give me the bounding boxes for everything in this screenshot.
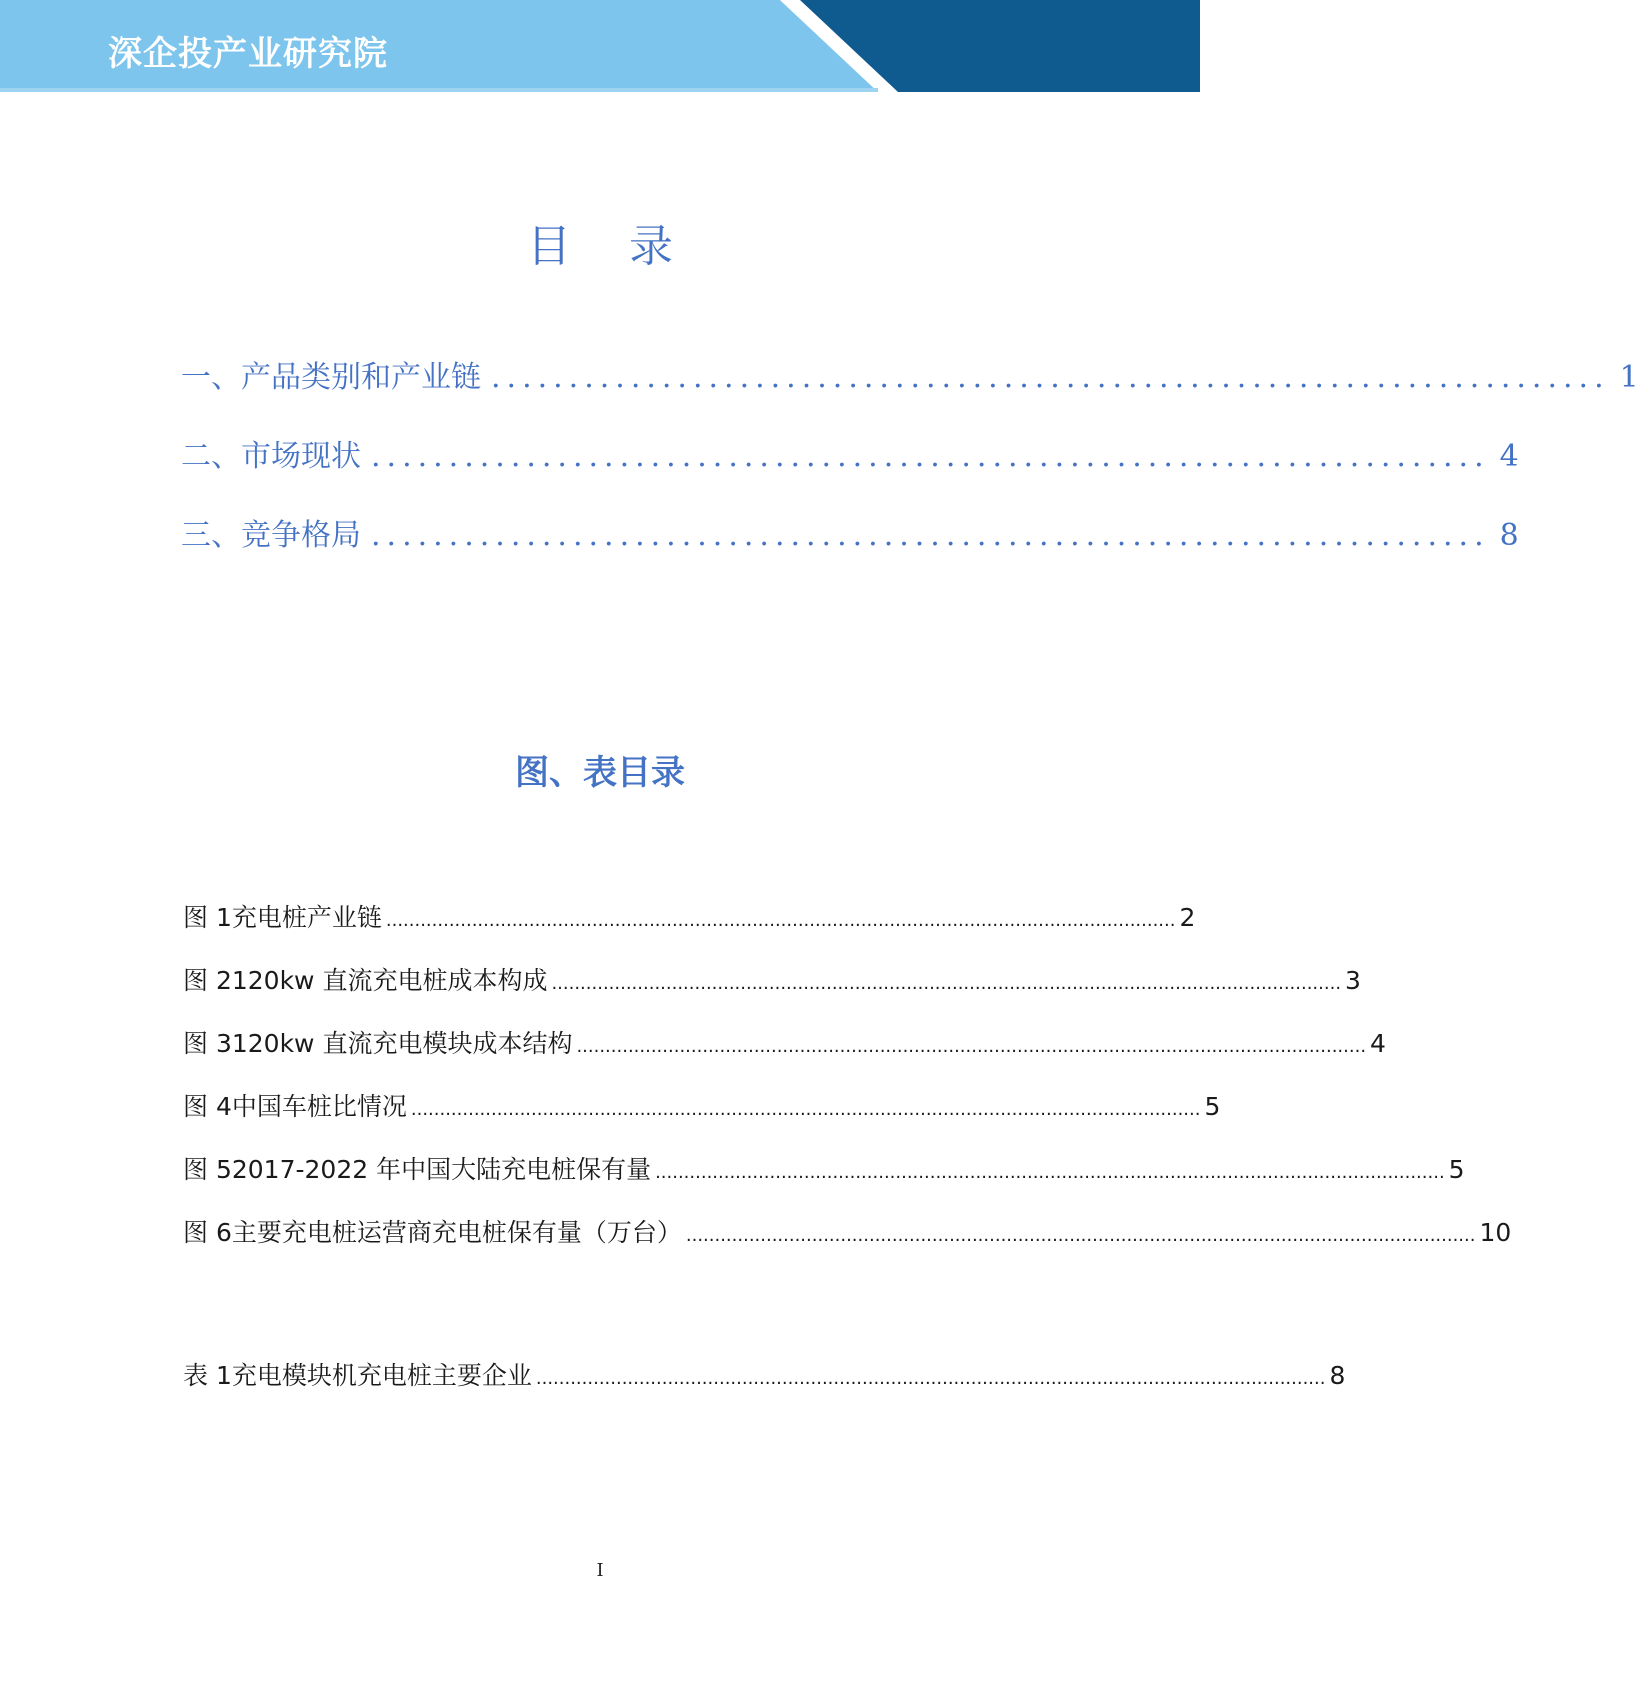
table-leader-dots: .......................................................................................................................................... — [535, 1368, 1326, 1389]
figure-leader-dots: .......................................................................................................................................... — [385, 910, 1176, 931]
page-header — [0, 0, 1200, 92]
figure-number: 图 2 — [183, 966, 232, 995]
figure-entry[interactable] — [183, 961, 1361, 1024]
toc-list — [181, 352, 1639, 589]
figure-entry[interactable] — [183, 1024, 1386, 1087]
toc-entry-page: 8 — [1499, 518, 1519, 553]
figure-leader-dots: .......................................................................................................................................... — [551, 973, 1342, 994]
table-entry[interactable] — [183, 1356, 1346, 1419]
figure-leader-dots: .......................................................................................................................................... — [655, 1162, 1445, 1183]
toc-leader-dots: ........................................................................ — [491, 360, 1610, 395]
figure-page: 3 — [1345, 966, 1361, 995]
figure-leader-dots: .......................................................................................................................................... — [410, 1099, 1201, 1120]
toc-leader-dots: ........................................................................ — [371, 518, 1490, 553]
figure-number: 图 3 — [183, 1029, 232, 1058]
figure-page: 5 — [1204, 1092, 1221, 1121]
toc-entry[interactable] — [181, 431, 1519, 510]
toc-entry[interactable] — [181, 352, 1639, 431]
figure-number: 图 1 — [183, 903, 232, 932]
figure-table-list-title: 图、表目录 — [515, 753, 685, 793]
toc-leader-dots: ........................................................................ — [371, 439, 1490, 474]
figure-entry[interactable] — [183, 1087, 1221, 1150]
figure-label: 中国车桩比情况 — [231, 1092, 407, 1121]
figure-label: 120kw 直流充电桩成本构成 — [231, 966, 548, 995]
figure-number: 图 4 — [183, 1092, 232, 1121]
figure-entry[interactable] — [183, 898, 1196, 961]
figure-leader-dots: .......................................................................................................................................... — [576, 1036, 1367, 1057]
figure-number: 图 5 — [183, 1155, 232, 1184]
figure-label: 120kw 直流充电模块成本结构 — [231, 1029, 573, 1058]
figure-label: 充电桩产业链 — [231, 903, 382, 932]
figure-label: 主要充电桩运营商充电桩保有量（万台） — [231, 1218, 682, 1247]
toc-entry-label: 三、竞争格局 — [181, 518, 361, 553]
page-number: I — [596, 1560, 604, 1581]
toc-entry-page: 1 — [1619, 360, 1639, 395]
table-number: 表 1 — [183, 1361, 232, 1390]
table-label: 充电模块机充电桩主要企业 — [231, 1361, 532, 1390]
org-name: 深企投产业研究院 — [108, 34, 388, 74]
figure-page: 10 — [1479, 1218, 1512, 1247]
table-list — [183, 1356, 1346, 1419]
toc-entry-label: 二、市场现状 — [181, 439, 361, 474]
figure-entry[interactable] — [183, 1150, 1465, 1213]
figure-leader-dots: .......................................................................................................................................... — [685, 1225, 1476, 1246]
figure-entry[interactable] — [183, 1213, 1512, 1276]
figure-page: 5 — [1448, 1155, 1465, 1184]
figure-page: 4 — [1370, 1029, 1386, 1058]
table-page: 8 — [1329, 1361, 1346, 1390]
toc-entry-page: 4 — [1499, 439, 1519, 474]
header-bottom-rule — [0, 88, 878, 92]
figure-label: 2017-2022 年中国大陆充电桩保有量 — [231, 1155, 652, 1184]
figure-page: 2 — [1179, 903, 1196, 932]
toc-entry-label: 一、产品类别和产业链 — [181, 360, 481, 395]
toc-title: 目 录 — [527, 221, 695, 272]
figure-number: 图 6 — [183, 1218, 232, 1247]
toc-entry[interactable] — [181, 510, 1519, 589]
figure-list — [183, 898, 1512, 1276]
